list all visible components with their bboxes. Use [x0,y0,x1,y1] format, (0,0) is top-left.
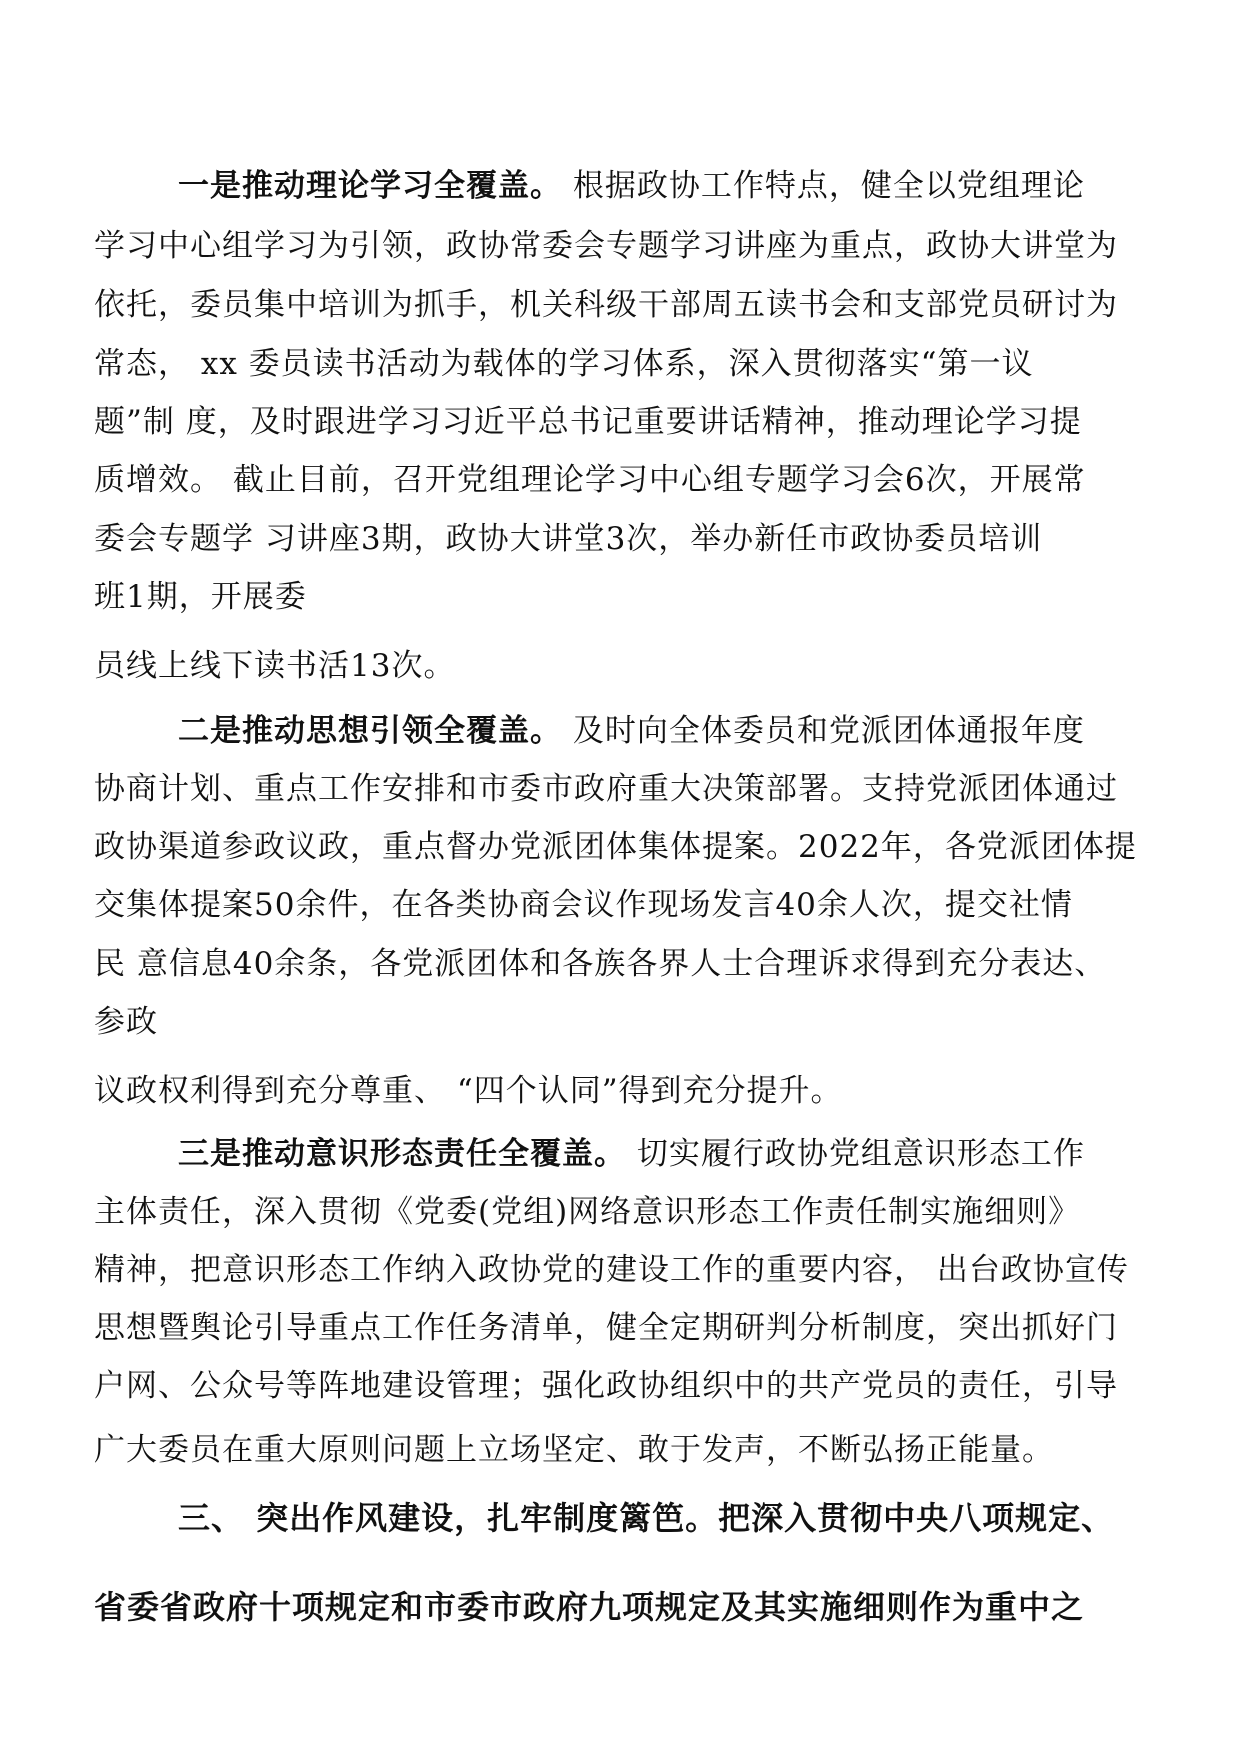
paragraph-1-line-2: 学习中心组学习为引领，政协常委会专题学习讲座为重点，政协大讲堂为 [94,228,1118,264]
paragraph-2-line-5: 民 意信息40余条，各党派团体和各族各界人士合理诉求得到充分表达、 [94,946,1107,982]
paragraph-2-heading: 二是推动思想引领全覆盖。 [178,713,562,749]
paragraph-2-line-7: 议政权利得到充分尊重、 “四个认同”得到充分提升。 [94,1073,843,1109]
paragraph-1-line-3: 依托，委员集中培训为抓手，机关科级干部周五读书会和支部党员研讨为 [94,287,1118,323]
paragraph-1-text: 根据政协工作特点，健全以党组理论 [562,168,1085,204]
paragraph-3-line-4: 思想暨舆论引导重点工作任务清单，健全定期研判分析制度，突出抓好门 [94,1310,1118,1346]
paragraph-1-line-9: 员线上线下读书活13次。 [94,648,456,684]
paragraph-2-text: 及时向全体委员和党派团体通报年度 [562,713,1085,749]
paragraph-1-line-8: 班1期，开展委 [94,579,307,615]
paragraph-1-line-5: 题”制 度，及时跟进学习习近平总书记重要讲话精神，推动理论学习提 [94,404,1082,440]
paragraph-3-line-2: 主体责任，深入贯彻《党委(党组)网络意识形态工作责任制实施细则》 [94,1194,1081,1230]
paragraph-2-line-4: 交集体提案50余件，在各类协商会议作现场发言40余人次，提交社情 [94,887,1073,923]
paragraph-3-line-5: 户网、公众号等阵地建设管理；强化政协组织中的共产党员的责任，引导 [94,1368,1118,1404]
paragraph-3-text: 切实履行政协党组意识形态工作 [626,1136,1085,1172]
section-3-line-1: 三、 突出作风建设，扎牢制度篱笆。把深入贯彻中央八项规定、 [178,1499,1115,1537]
paragraph-1-line-4: 常态， xx 委员读书活动为载体的学习体系，深入贯彻落实“第一议 [94,346,1034,382]
section-3-line-2: 省委省政府十项规定和市委市政府九项规定及其实施细则作为重中之 [94,1588,1085,1626]
paragraph-2-line-2: 协商计划、重点工作安排和市委市政府重大决策部署。支持党派团体通过 [94,771,1118,807]
paragraph-2-line-6: 参政 [94,1004,158,1040]
paragraph-3-line-6: 广大委员在重大原则问题上立场坚定、敢于发声，不断弘扬正能量。 [94,1432,1054,1468]
paragraph-2-line-3: 政协渠道参政议政，重点督办党派团体集体提案。2022年，各党派团体提 [94,829,1137,865]
paragraph-2-line-1 [178,711,1085,751]
paragraph-1-line-7: 委会专题学 习讲座3期，政协大讲堂3次，举办新任市政协委员培训 [94,521,1043,557]
paragraph-1-line-1 [178,166,1085,206]
paragraph-1-heading: 一是推动理论学习全覆盖。 [178,168,562,204]
paragraph-3-heading: 三是推动意识形态责任全覆盖。 [178,1136,626,1172]
paragraph-3-line-3: 精神，把意识形态工作纳入政协党的建设工作的重要内容， 出台政协宣传 [94,1252,1129,1288]
paragraph-1-line-6: 质增效。 截止目前，召开党组理论学习中心组专题学习会6次，开展常 [94,462,1086,498]
paragraph-3-line-1 [178,1134,1085,1174]
